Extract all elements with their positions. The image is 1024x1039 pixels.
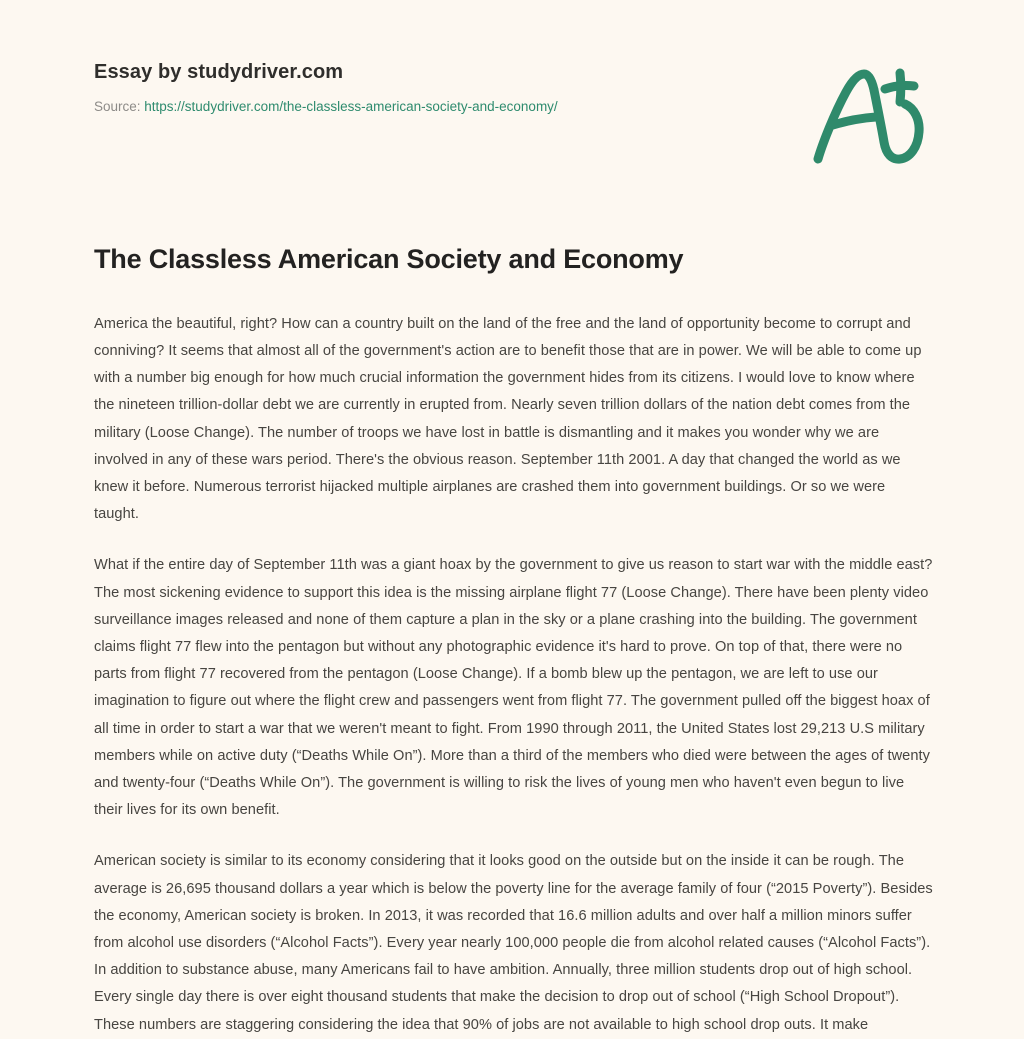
- essay-byline: Essay by studydriver.com: [94, 61, 344, 83]
- article-paragraph: American society is similar to its economy considering that it looks good on the outside but on the inside it can be rough. The average is 26,695 thousand dollars a year which is below the poverty line for the average family of four (“2015 Poverty”). Besides the economy, American society is broken. In 2013, it was recorded that 16.6 million adults and over half a million minors suffer from alcohol use disorders (“Alcohol Facts”). Every year nearly 100,000 people die from alcohol related causes (“Alcohol Facts”). In addition to substance abuse, many Americans fail to have ambition. Annually, three million students drop out of high school. Every single day there is over eight thousand students that make the decision to drop out of school (“High School Dropout”). These numbers are staggering considering the idea that 90% of jobs are not available to high school drop outs. It make: [94, 853, 933, 1033]
- source-url-link[interactable]: https://studydriver.com/the-classless-american-society-and-economy/: [144, 99, 558, 114]
- article-paragraph: America the beautiful, right? How can a country built on the land of the free and the land of opportunity become to corrupt and conniving? It seems that almost all of the government's action are to benefit those that are in power. We will be able to come up with a number big enough for how much crucial information the government hides from its citizens. I would love to know where the nineteen trillion-dollar debt we are currently in erupted from. Nearly seven trillion dollars of the nation debt comes from the military (Loose Change). The number of troops we have lost in battle is dismantling and it makes you wonder why we are involved in any of these wars period. There's the obvious reason. September 11th 2001. A day that changed the world as we knew it before. Numerous terrorist hijacked multiple airplanes are crashed them into government buildings. Or so we were taught.: [94, 315, 922, 523]
- source-line: [94, 98, 794, 116]
- source-label: Source:: [94, 99, 145, 114]
- a-plus-logo-icon: [806, 62, 936, 167]
- a-plus-logo: [806, 62, 936, 167]
- article: [94, 243, 934, 1039]
- article-paragraph: What if the entire day of September 11th was a giant hoax by the government to give us reason to start war with the middle east? The most sickening evidence to support this idea is the missing airplane flight 77 (Loose Change). There have been plenty video surveillance images released and none of them capture a plan in the sky or a plane crashing into the building. The government claims flight 77 flew into the pentagon but without any photographic evidence it's hard to prove. On top of that, there were no parts from flight 77 recovered from the pentagon (Loose Change). If a bomb blew up the pentagon, we are left to use our imagination to figure out where the flight crew and passengers went from flight 77. The government pulled off the biggest hoax of all time in order to start a war that we weren't meant to fight. From 1990 through 2011, the United States lost 29,213 U.S military members while on active duty (“Deaths While On”). More than a third of the members who died were between the ages of twenty and twenty-four (“Deaths While On”). The government is willing to risk the lives of young men who haven't even begun to live their lives for its own benefit.: [94, 557, 933, 819]
- article-body: [94, 311, 934, 1039]
- header-text-block: [94, 60, 794, 116]
- page-title: The Classless American Society and Economy: [94, 244, 684, 274]
- page-header: [0, 0, 1024, 200]
